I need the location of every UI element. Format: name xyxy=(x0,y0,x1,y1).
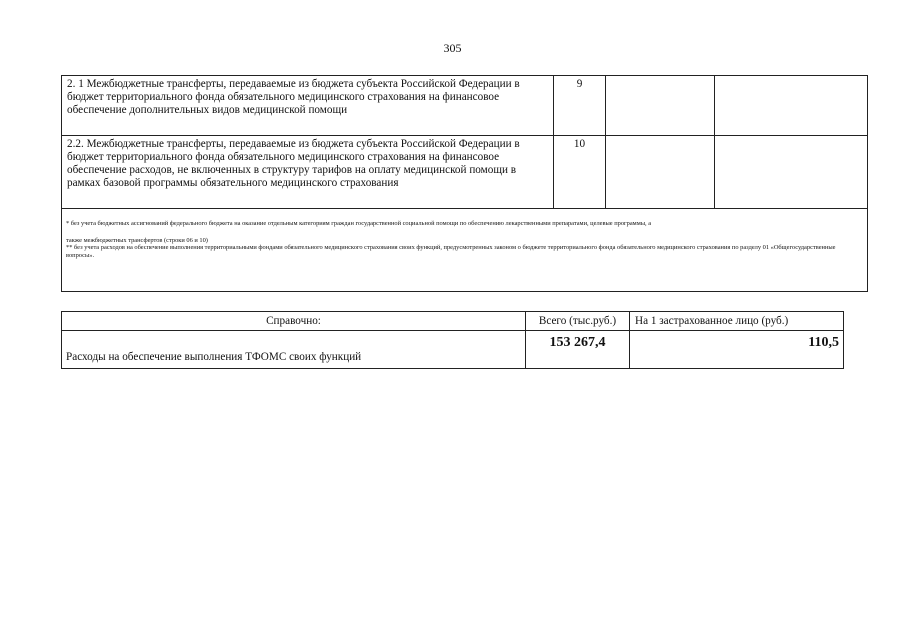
reference-header-total: Всего (тыс.руб.) xyxy=(526,312,630,330)
table-row xyxy=(62,76,867,136)
reference-table xyxy=(61,311,844,369)
row-value-cell xyxy=(606,136,715,208)
transfers-table xyxy=(61,75,868,292)
reference-header-row xyxy=(62,312,843,331)
footnote-1: * без учета бюджетных ассигнований федерального бюджета на оказание отдельным категориям граждан государственной социальной помощи по обеспечению лекарственными препаратами, целевые программы, а xyxy=(66,220,652,227)
table-row xyxy=(62,136,867,209)
footnote-2: ** без учета расходов на обеспечение выполнения территориальными фондами обязательного медицинского страхования своих функций, предусмотренных законом о бюджете территориального фонда обязательного медицинского страхования по разделу 01 «Общегосударственные вопросы». xyxy=(66,244,836,259)
footnotes xyxy=(62,209,867,259)
row-value-cell xyxy=(715,136,867,208)
row-description: 2.2. Межбюджетные трансферты, передаваемые из бюджета субъекта Российской Федерации в бюджет территориального фонда обязательного медицинского страхования на финансовое обеспечение расходов, не включенных в структуру тарифов на оплату медицинской помощи в рамках базовой программы обязательного медицинского страхования xyxy=(62,136,554,208)
reference-row-total: 153 267,4 xyxy=(526,331,630,368)
footnote-1-continued: также межбюджетных трансфертов (строки 06 и 10) xyxy=(66,236,208,244)
reference-data-row xyxy=(62,331,843,368)
reference-row-label: Расходы на обеспечение выполнения ТФОМС своих функций xyxy=(62,331,526,368)
reference-row-per-person: 110,5 xyxy=(808,335,839,350)
row-line-number: 9 xyxy=(554,76,606,135)
row-description: 2. 1 Межбюджетные трансферты, передаваемые из бюджета субъекта Российской Федерации в бюджет территориального фонда обязательного медицинского страхования на финансовое обеспечение дополнительных видов медицинской помощи xyxy=(62,76,554,135)
row-line-number: 10 xyxy=(554,136,606,208)
row-value-cell xyxy=(715,76,867,135)
page-number: 305 xyxy=(443,41,462,55)
row-value-cell xyxy=(606,76,715,135)
reference-header-label: Справочно: xyxy=(62,312,526,330)
reference-header-per-person: На 1 застрахованное лицо (руб.) xyxy=(635,315,789,327)
